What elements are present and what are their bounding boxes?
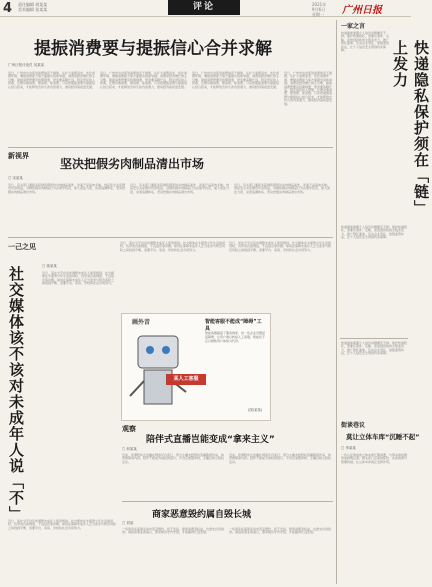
date-line: 2021年: [312, 2, 327, 7]
meat-body-col-1: 近日，有关部门通报多起制售假冒伪劣肉制品案件，涉案产品流向多地。食品安全关系群众切身利益，对制售假劣肉制品行为必须零容忍，加大查处力度，完善追溯体系，坚决把假劣肉制品清出市场。: [8, 183, 126, 194]
page-header: [0, 0, 411, 17]
editor-line: 责任编辑 胡某某: [18, 2, 48, 7]
page-number: 4: [3, 1, 13, 16]
courier-headline: 快递隐私保护须在「链」上发力: [391, 40, 430, 216]
property-headline: 莫让立体车库“沉睡不起”: [346, 433, 420, 441]
main-body-col-3: 近日，广州市出台促进消费的若干措施，从扩大消费需求、优化消费环境、增强消费能力等方面提出具体举措。消费是经济增长的主引擎，提振消费既要有短期刺激，更需要着眼长远，稳定居民收入预期，让群众敢消费、愿消费、能消费。只有把提振消费与提振信心结合起来，才能释放出持久的内需潜力，推动经济高质量发展。: [192, 71, 280, 89]
livestream-body-col-2: 近来，所谓陪伴式直播在网络平台流行，部分主播未经授权直播影视作品、体育赛事等内容。陪伴不能成为侵权的借口，平台应加强审核，主播应树立版权意识。: [229, 453, 332, 464]
property-tag: 街谈巷议: [341, 422, 366, 429]
social-body-col-3: 近日，某社交平台宣布调整未成年人使用规则。社交媒体在丰富青少年生活的同时，也带来沉迷网络、不良信息等问题。如何在保障未成年人正当需求与防范风险之间找到平衡，需要平台、家庭、学校和社会共同努力。: [120, 241, 226, 252]
social-body-col-1: 近日，某社交平台宣布调整未成年人使用规则。社交媒体在丰富青少年生活的同时，也带来沉迷网络、不良信息等问题。如何在保障未成年人正当需求与防范风险之间找到平衡，需要平台、家庭、学校和社会共同努力。: [42, 271, 115, 286]
main-body-col-1: 近日，广州市出台促进消费的若干措施，从扩大消费需求、优化消费环境、增强消费能力等方面提出具体举措。消费是经济增长的主引擎，提振消费既要有短期刺激，更需要着眼长远，稳定居民收入预期，让群众敢消费、愿消费、能消费。只有把提振消费与提振信心结合起来，才能释放出持久的内需潜力，推动经济高质量发展。: [8, 71, 96, 89]
merchant-body-col-2: 一些商家在促销活动中恶意毁约、拒不发货，损害消费者权益，也透支自身信誉。诚信是商业的基石，商家唯有守约守信，才能赢得长远发展。: [229, 527, 332, 535]
main-byline: 广州日报评论员 吴某某: [8, 63, 45, 67]
editor-line: 美术编辑 张某某: [18, 7, 48, 12]
courier-body-col-2: 快递面单泄露个人信息问题屡见不鲜。保护快递隐私，需要从寄件、运输、派送到回收的全链条发力，推广隐私面单，压实企业责任，加强监管执法，让个人信息安全得到切实保障。: [341, 225, 408, 240]
date-line: 9月6日: [312, 7, 326, 12]
cartoon-credit: (图/某某): [248, 408, 263, 412]
main-body-col-2: 近日，广州市出台促进消费的若干措施，从扩大消费需求、优化消费环境、增强消费能力等方面提出具体举措。消费是经济增长的主引擎，提振消费既要有短期刺激，更需要着眼长远，稳定居民收入预期，让群众敢消费、愿消费、能消费。只有把提振消费与提振信心结合起来，才能释放出持久的内需潜力，推动经济高质量发展。: [100, 71, 188, 89]
meat-tag: 新视界: [8, 152, 29, 160]
social-body-col-2: 近日，某社交平台宣布调整未成年人使用规则。社交媒体在丰富青少年生活的同时，也带来沉迷网络、不良信息等问题。如何在保障未成年人正当需求与防范风险之间找到平衡，需要平台、家庭、学校和社会共同努力。: [8, 519, 117, 530]
section-title: 评论: [168, 0, 240, 15]
meat-body-col-3: 近日，有关部门通报多起制售假冒伪劣肉制品案件，涉案产品流向多地。食品安全关系群众切身利益，对制售假劣肉制品行为必须零容忍，加大查处力度，完善追溯体系，坚决把假劣肉制品清出市场。: [234, 183, 331, 194]
meat-body-col-2: 近日，有关部门通报多起制售假冒伪劣肉制品案件，涉案产品流向多地。食品安全关系群众切身利益，对制售假劣肉制品行为必须零容忍，加大查处力度，完善追溯体系，坚决把假劣肉制品清出市场。: [130, 183, 230, 194]
issue-date: [312, 2, 326, 17]
livestream-body-col-1: 近来，所谓陪伴式直播在网络平台流行，部分主播未经授权直播影视作品、体育赛事等内容。陪伴不能成为侵权的借口，平台应加强审核，主播应树立版权意识。: [122, 453, 225, 464]
livestream-tag: 观察: [122, 425, 136, 433]
divider: [8, 147, 333, 148]
newspaper-logo: 广州日报: [342, 5, 382, 16]
property-byline: □ 李某某: [341, 446, 356, 450]
courier-body-col-1: 快递面单泄露个人信息问题屡见不鲜。保护快递隐私，需要从寄件、运输、派送到回收的全链条发力，推广隐私面单，压实企业责任，加强监管执法，让个人信息安全得到切实保障。: [341, 31, 390, 53]
main-headline: 提振消费要与提振信心合并求解: [34, 39, 272, 59]
divider: [340, 338, 408, 339]
merchant-headline: 商家恶意毁约属自毁长城: [152, 510, 252, 520]
property-body: 一些小区建成的立体车库长期闲置，与停车难问题形成鲜明反差。相关部门应查找症结，完善收费与管理机制，让立体车库真正发挥作用。: [341, 453, 408, 464]
merchant-byline: □ 刘某: [122, 521, 134, 525]
cartoon-caption-head: 智能客服不能成“障碍”工具: [205, 319, 262, 332]
column-divider: [336, 20, 337, 584]
merchant-body-col-1: 一些商家在促销活动中恶意毁约、拒不发货，损害消费者权益，也透支自身信誉。诚信是商业的基石，商家唯有守约守信，才能赢得长远发展。: [122, 527, 225, 535]
cartoon-sign: 某人工客服: [166, 374, 206, 385]
courier-tag: 一家之言: [341, 23, 366, 30]
cartoon-illustration: [128, 326, 188, 416]
livestream-byline: □ 何某某: [122, 447, 137, 451]
editor-credits: [18, 2, 47, 12]
cartoon-caption: 智能客服提高了服务效率，但一些企业设置层层障碍，让用户难以转接人工客服。智能化不应以牺牲用户体验为代价。: [205, 331, 266, 343]
social-byline: □ 蒋某某: [42, 264, 57, 268]
social-headline: 社交媒体该不该对未成年人说「不」: [7, 266, 25, 522]
meat-byline: □ 宋某某: [8, 176, 23, 180]
social-tag: 一己之见: [8, 243, 36, 251]
livestream-headline: 陪伴式直播岂能变成“拿来主义”: [146, 435, 275, 445]
main-body-col-4: 近日，广州市出台促进消费的若干措施，从扩大消费需求、优化消费环境、增强消费能力等方面提出具体举措。消费是经济增长的主引擎，提振消费既要有短期刺激，更需要着眼长远，稳定居民收入预期，让群众敢消费、愿消费、能消费。只有把提振消费与提振信心结合起来，才能释放出持久的内需潜力，推动经济高质量发展。: [284, 71, 333, 106]
meat-headline: 坚决把假劣肉制品清出市场: [60, 157, 205, 171]
divider: [122, 501, 333, 502]
courier-body-col-3: 快递面单泄露个人信息问题屡见不鲜。保护快递隐私，需要从寄件、运输、派送到回收的全链条发力，推广隐私面单，压实企业责任，加强监管执法，让个人信息安全得到切实保障。: [341, 341, 408, 356]
cartoon-title: 画外音: [132, 319, 151, 326]
social-body-col-4: 近日，某社交平台宣布调整未成年人使用规则。社交媒体在丰富青少年生活的同时，也带来沉迷网络、不良信息等问题。如何在保障未成年人正当需求与防范风险之间找到平衡，需要平台、家庭、学校和社会共同努力。: [229, 241, 332, 252]
date-line: 星期一: [312, 12, 324, 17]
divider: [8, 237, 333, 238]
